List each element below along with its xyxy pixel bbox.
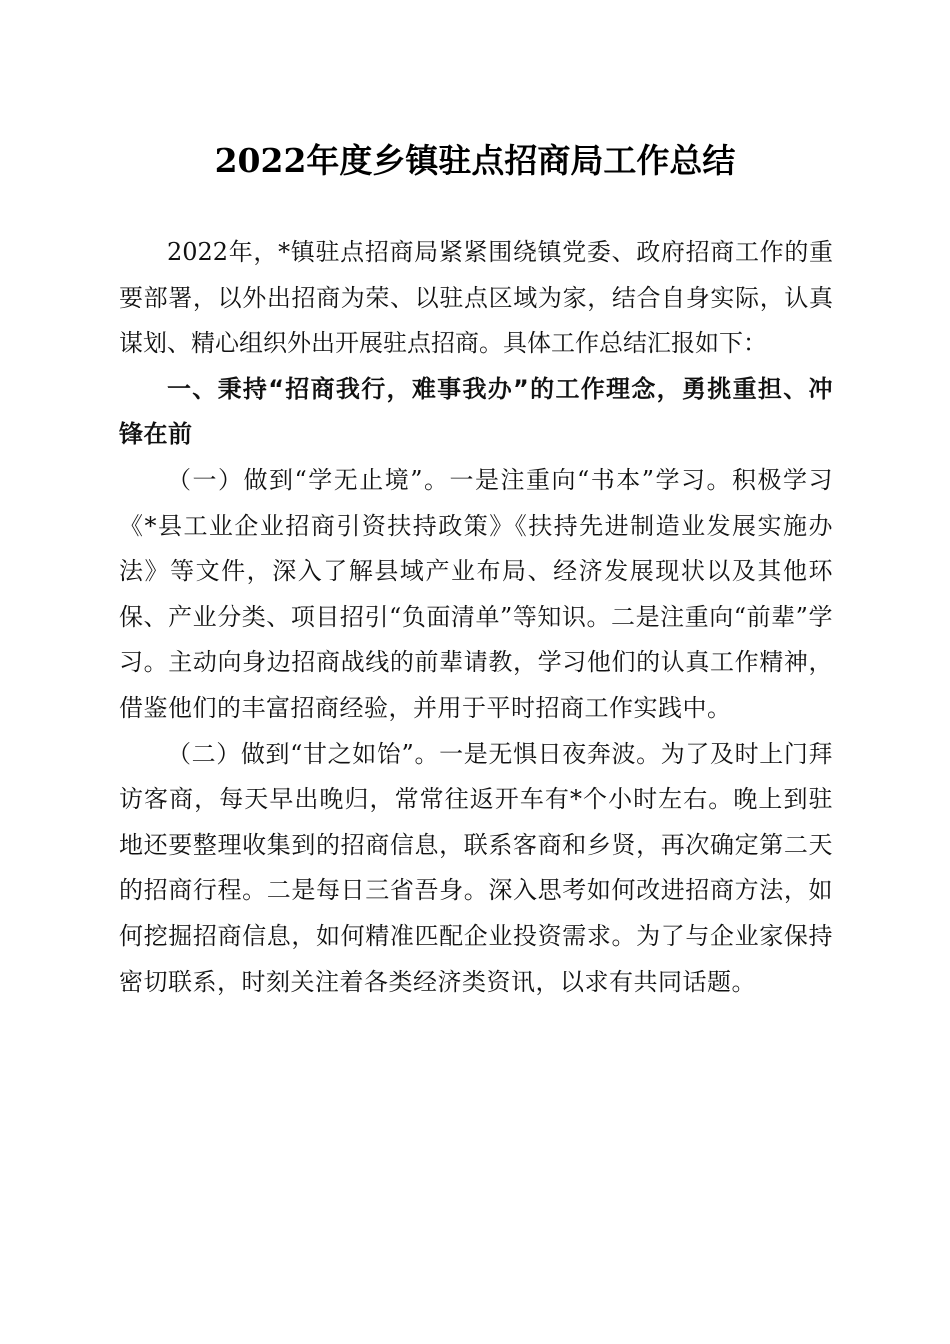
document-body	[119, 230, 833, 1005]
subsection-paragraph-1: （一）做到“学无止境”。一是注重向“书本”学习。积极学习《*县工业企业招商引资扶持政策》《扶持先进制造业发展实施办法》等文件，深入了解县域产业布局、经济发展现状以及其他环保、产业分类、项目招引“负面清单”等知识。二是注重向“前辈”学习。主动向身边招商战线的前辈请教，学习他们的认真工作精神，借鉴他们的丰富招商经验，并用于平时招商工作实践中。	[119, 465, 833, 722]
section-heading-1: 一、秉持“招商我行，难事我办”的工作理念，勇挑重担、冲锋在前	[119, 374, 833, 449]
document-title: 2022年度乡镇驻点招商局工作总结	[214, 141, 736, 180]
subsection-paragraph-2: （二）做到“甘之如饴”。一是无惧日夜奔波。为了及时上门拜访客商，每天早出晚归，常常往返开车有*个小时左右。晚上到驻地还要整理收集到的招商信息，联系客商和乡贤，再次确定第二天的招商行程。二是每日三省吾身。深入思考如何改进招商方法，如何挖掘招商信息，如何精准匹配企业投资需求。为了与企业家保持密切联系，时刻关注着各类经济类资讯，以求有共同话题。	[119, 739, 833, 996]
intro-paragraph: 2022年，*镇驻点招商局紧紧围绕镇党委、政府招商工作的重要部署，以外出招商为荣、以驻点区域为家，结合自身实际，认真谋划、精心组织外出开展驻点招商。具体工作总结汇报如下：	[119, 238, 833, 358]
